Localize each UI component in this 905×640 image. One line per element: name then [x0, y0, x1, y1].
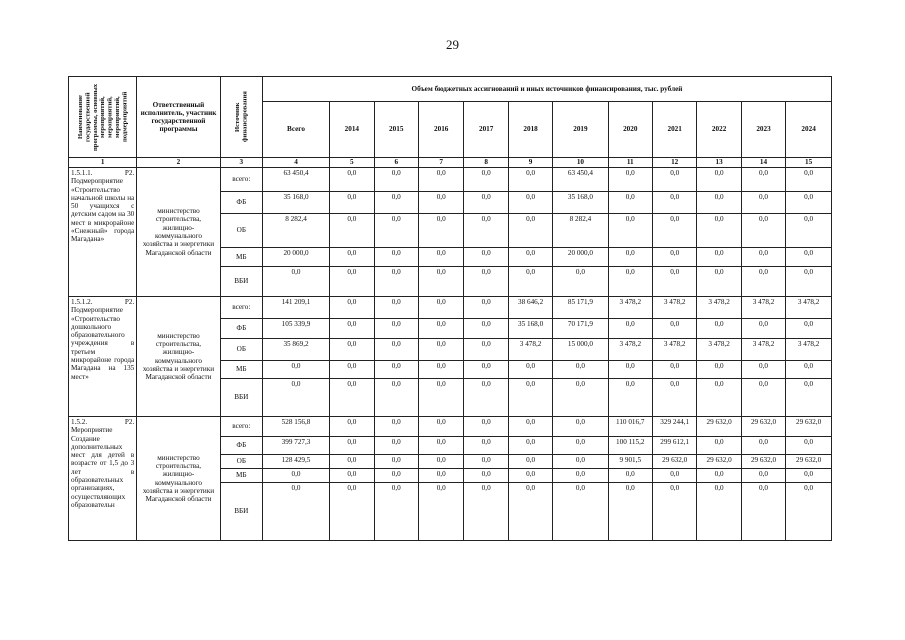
funding-value: 0,0	[697, 469, 741, 483]
funding-value: 0,0	[374, 339, 418, 361]
year-header: 2022	[697, 102, 741, 158]
funding-value: 0,0	[330, 379, 374, 417]
funding-value: 0,0	[418, 319, 464, 339]
funding-source: ФБ	[220, 319, 262, 339]
year-header: 2015	[374, 102, 418, 158]
funding-value: 0,0	[374, 214, 418, 248]
funding-value: 3 478,2	[608, 339, 652, 361]
funding-value: 0,0	[608, 168, 652, 192]
funding-source: МБ	[220, 361, 262, 379]
column-number: 15	[786, 158, 832, 168]
column-number: 6	[374, 158, 418, 168]
funding-table-wrapper	[68, 76, 832, 541]
year-header: 2024	[786, 102, 832, 158]
funding-value: 63 450,4	[262, 168, 329, 192]
funding-value: 0,0	[652, 192, 696, 214]
funding-value: 0,0	[553, 455, 608, 469]
table-row	[69, 168, 832, 192]
funding-source: всего:	[220, 417, 262, 437]
funding-value: 0,0	[786, 168, 832, 192]
column-number: 8	[464, 158, 508, 168]
funding-source: всего:	[220, 297, 262, 319]
funding-value: 0,0	[553, 267, 608, 297]
responsible-executor: министерство строительства, жилищно-коммунального хозяйства и энергетики Магаданской области	[137, 168, 220, 297]
header-name	[69, 77, 137, 158]
funding-value: 0,0	[464, 267, 508, 297]
funding-value: 0,0	[652, 483, 696, 541]
funding-value: 29 632,0	[786, 455, 832, 469]
funding-value: 20 000,0	[553, 248, 608, 267]
funding-source: ФБ	[220, 192, 262, 214]
funding-value: 0,0	[262, 379, 329, 417]
funding-value: 29 632,0	[741, 417, 785, 437]
funding-value: 0,0	[553, 469, 608, 483]
funding-value: 3 478,2	[508, 339, 552, 361]
funding-value: 0,0	[418, 417, 464, 437]
funding-value: 38 646,2	[508, 297, 552, 319]
funding-value: 0,0	[741, 267, 785, 297]
funding-value: 0,0	[652, 214, 696, 248]
funding-value: 0,0	[374, 168, 418, 192]
year-header: 2017	[464, 102, 508, 158]
funding-source: ВБИ	[220, 483, 262, 541]
year-header: 2020	[608, 102, 652, 158]
funding-value: 0,0	[786, 361, 832, 379]
funding-value: 3 478,2	[786, 339, 832, 361]
funding-value: 0,0	[652, 379, 696, 417]
funding-source: ОБ	[220, 455, 262, 469]
funding-value: 0,0	[418, 361, 464, 379]
column-number: 5	[330, 158, 374, 168]
funding-value: 0,0	[418, 437, 464, 455]
funding-value: 0,0	[464, 437, 508, 455]
funding-value: 0,0	[741, 214, 785, 248]
funding-value: 0,0	[741, 483, 785, 541]
year-header: 2023	[741, 102, 785, 158]
funding-value: 0,0	[374, 319, 418, 339]
funding-value: 0,0	[330, 192, 374, 214]
funding-value: 0,0	[374, 297, 418, 319]
funding-value: 0,0	[786, 437, 832, 455]
funding-value: 299 612,1	[652, 437, 696, 455]
activity-name-text: 1.5.1.2. Р2. Подмероприятие «Строительство дошкольного образовательного учреждения в третьем микрорайоне города Магадана на 135 мест»	[71, 298, 135, 381]
funding-value: 0,0	[418, 379, 464, 417]
column-number: 2	[137, 158, 220, 168]
activity-name	[69, 417, 137, 541]
funding-value: 29 632,0	[697, 417, 741, 437]
column-number: 4	[262, 158, 329, 168]
activity-name	[69, 297, 137, 417]
funding-source: МБ	[220, 469, 262, 483]
funding-value: 0,0	[697, 361, 741, 379]
funding-value: 0,0	[786, 483, 832, 541]
funding-source: ВБИ	[220, 267, 262, 297]
funding-value: 0,0	[330, 339, 374, 361]
activity-name-text: 1.5.2. Р2. Мероприятие Создание дополнительных мест для детей в возрасте от 1,5 до 3 лет в образовательных организациях, осуществляющих образовательн	[71, 418, 135, 509]
funding-value: 35 168,0	[553, 192, 608, 214]
funding-value: 15 000,0	[553, 339, 608, 361]
funding-value: 0,0	[418, 339, 464, 361]
funding-value: 0,0	[330, 319, 374, 339]
funding-value: 0,0	[553, 437, 608, 455]
funding-value: 0,0	[374, 379, 418, 417]
funding-value: 0,0	[608, 379, 652, 417]
funding-value: 0,0	[374, 483, 418, 541]
funding-value: 0,0	[741, 379, 785, 417]
funding-value: 3 478,2	[741, 339, 785, 361]
year-header: 2016	[418, 102, 464, 158]
funding-value: 35 168,0	[262, 192, 329, 214]
funding-source: ВБИ	[220, 379, 262, 417]
funding-value: 0,0	[374, 437, 418, 455]
funding-value: 0,0	[418, 455, 464, 469]
funding-value: 0,0	[374, 248, 418, 267]
funding-value: 0,0	[464, 469, 508, 483]
header-executor: Ответственный исполнитель, участник государственной программы	[137, 77, 220, 158]
year-header: 2021	[652, 102, 696, 158]
funding-value: 0,0	[508, 483, 552, 541]
column-number: 11	[608, 158, 652, 168]
column-number: 13	[697, 158, 741, 168]
funding-value: 3 478,2	[697, 297, 741, 319]
funding-value: 0,0	[330, 469, 374, 483]
funding-value: 0,0	[464, 248, 508, 267]
funding-value: 0,0	[608, 319, 652, 339]
header-name-text: Наименование государственной программы, основных мероприятий, мероприятий, мероприятий, подмероприятий	[76, 83, 129, 151]
funding-value: 8 282,4	[553, 214, 608, 248]
funding-value: 0,0	[330, 297, 374, 319]
column-number: 3	[220, 158, 262, 168]
funding-value: 0,0	[464, 361, 508, 379]
funding-value: 0,0	[786, 469, 832, 483]
funding-value: 100 115,2	[608, 437, 652, 455]
funding-value: 0,0	[508, 248, 552, 267]
funding-value: 0,0	[608, 361, 652, 379]
funding-value: 0,0	[464, 297, 508, 319]
funding-value: 0,0	[418, 214, 464, 248]
column-number-row	[69, 158, 832, 168]
funding-value: 3 478,2	[786, 297, 832, 319]
funding-value: 0,0	[330, 248, 374, 267]
column-number: 1	[69, 158, 137, 168]
funding-value: 0,0	[418, 469, 464, 483]
funding-value: 0,0	[697, 214, 741, 248]
funding-value: 0,0	[464, 483, 508, 541]
funding-value: 0,0	[553, 379, 608, 417]
funding-value: 0,0	[418, 267, 464, 297]
funding-value: 85 171,9	[553, 297, 608, 319]
funding-value: 0,0	[508, 455, 552, 469]
funding-value: 0,0	[330, 483, 374, 541]
funding-value: 0,0	[608, 214, 652, 248]
funding-value: 0,0	[741, 319, 785, 339]
funding-value: 0,0	[553, 417, 608, 437]
table-row	[69, 297, 832, 319]
funding-value: 141 209,1	[262, 297, 329, 319]
funding-value: 3 478,2	[652, 339, 696, 361]
funding-value: 0,0	[652, 248, 696, 267]
funding-value: 0,0	[741, 192, 785, 214]
activity-name-text: 1.5.1.1. Р2. Подмероприятие «Строительство начальной школы на 50 учащихся с детским садом на 30 мест в микрорайоне «Снежный» города Магадана»	[71, 169, 135, 244]
funding-value: 0,0	[330, 168, 374, 192]
funding-value: 0,0	[330, 437, 374, 455]
column-number: 9	[508, 158, 552, 168]
funding-value: 0,0	[464, 192, 508, 214]
funding-value: 70 171,9	[553, 319, 608, 339]
header-source	[220, 77, 262, 158]
funding-value: 0,0	[418, 297, 464, 319]
funding-value: 0,0	[330, 267, 374, 297]
funding-value: 0,0	[608, 248, 652, 267]
funding-value: 29 632,0	[741, 455, 785, 469]
funding-value: 8 282,4	[262, 214, 329, 248]
funding-value: 3 478,2	[652, 297, 696, 319]
funding-value: 0,0	[330, 455, 374, 469]
funding-value: 0,0	[464, 319, 508, 339]
funding-value: 0,0	[374, 267, 418, 297]
funding-value: 3 478,2	[741, 297, 785, 319]
funding-source: ОБ	[220, 214, 262, 248]
column-number: 7	[418, 158, 464, 168]
funding-value: 9 901,5	[608, 455, 652, 469]
year-header: 2014	[330, 102, 374, 158]
table-row	[69, 417, 832, 437]
funding-value: 0,0	[374, 192, 418, 214]
funding-source: МБ	[220, 248, 262, 267]
funding-value: 0,0	[608, 267, 652, 297]
funding-value: 29 632,0	[652, 455, 696, 469]
funding-value: 0,0	[608, 483, 652, 541]
funding-value: 0,0	[786, 319, 832, 339]
funding-value: 0,0	[697, 483, 741, 541]
funding-value: 110 016,7	[608, 417, 652, 437]
funding-value: 0,0	[553, 361, 608, 379]
funding-value: 0,0	[508, 168, 552, 192]
activity-name	[69, 168, 137, 297]
funding-value: 0,0	[464, 417, 508, 437]
funding-value: 0,0	[608, 469, 652, 483]
funding-value: 29 632,0	[786, 417, 832, 437]
funding-value: 0,0	[786, 248, 832, 267]
funding-value: 0,0	[262, 469, 329, 483]
funding-value: 0,0	[330, 214, 374, 248]
funding-value: 0,0	[741, 361, 785, 379]
funding-value: 0,0	[652, 267, 696, 297]
funding-value: 0,0	[697, 319, 741, 339]
funding-value: 0,0	[262, 267, 329, 297]
funding-value: 0,0	[418, 483, 464, 541]
funding-value: 0,0	[741, 437, 785, 455]
funding-value: 0,0	[330, 361, 374, 379]
year-header: 2018	[508, 102, 552, 158]
funding-value: 0,0	[553, 483, 608, 541]
funding-value: 0,0	[697, 267, 741, 297]
funding-value: 0,0	[786, 214, 832, 248]
funding-value: 0,0	[697, 192, 741, 214]
funding-value: 3 478,2	[608, 297, 652, 319]
funding-value: 63 450,4	[553, 168, 608, 192]
funding-source: ОБ	[220, 339, 262, 361]
column-number: 12	[652, 158, 696, 168]
column-number: 10	[553, 158, 608, 168]
funding-value: 20 000,0	[262, 248, 329, 267]
table-body	[69, 158, 832, 541]
funding-value: 0,0	[741, 469, 785, 483]
funding-source: ФБ	[220, 437, 262, 455]
funding-value: 0,0	[508, 214, 552, 248]
header-source-text: Источник финансирования	[233, 91, 249, 143]
column-number: 14	[741, 158, 785, 168]
funding-value: 0,0	[786, 267, 832, 297]
funding-value: 0,0	[652, 319, 696, 339]
funding-value: 0,0	[374, 469, 418, 483]
funding-value: 0,0	[786, 379, 832, 417]
funding-value: 399 727,3	[262, 437, 329, 455]
funding-value: 0,0	[508, 192, 552, 214]
header-funding: Объем бюджетных ассигнований и иных источников финансирования, тыс. рублей	[262, 77, 831, 102]
year-header: Всего	[262, 102, 329, 158]
funding-value: 0,0	[608, 192, 652, 214]
funding-value: 0,0	[418, 168, 464, 192]
funding-value: 0,0	[374, 417, 418, 437]
funding-value: 0,0	[464, 339, 508, 361]
funding-value: 0,0	[464, 168, 508, 192]
funding-value: 0,0	[508, 469, 552, 483]
responsible-executor: министерство строительства, жилищно-коммунального хозяйства и энергетики Магаданской области	[137, 417, 220, 541]
funding-value: 0,0	[652, 361, 696, 379]
funding-value: 0,0	[697, 168, 741, 192]
funding-value: 0,0	[374, 361, 418, 379]
funding-value: 3 478,2	[697, 339, 741, 361]
funding-value: 0,0	[652, 168, 696, 192]
funding-value: 0,0	[330, 417, 374, 437]
page-number: 29	[446, 37, 459, 52]
responsible-executor: министерство строительства, жилищно-коммунального хозяйства и энергетики Магаданской области	[137, 297, 220, 417]
funding-value: 0,0	[464, 214, 508, 248]
funding-value: 0,0	[652, 469, 696, 483]
funding-value: 35 168,0	[508, 319, 552, 339]
funding-value: 0,0	[508, 417, 552, 437]
funding-value: 0,0	[697, 248, 741, 267]
funding-value: 329 244,1	[652, 417, 696, 437]
funding-value: 0,0	[418, 192, 464, 214]
funding-value: 528 156,8	[262, 417, 329, 437]
funding-value: 29 632,0	[697, 455, 741, 469]
funding-value: 0,0	[374, 455, 418, 469]
funding-value: 0,0	[786, 192, 832, 214]
funding-value: 0,0	[741, 248, 785, 267]
funding-value: 0,0	[508, 379, 552, 417]
funding-value: 0,0	[697, 437, 741, 455]
funding-value: 0,0	[262, 483, 329, 541]
funding-value: 0,0	[418, 248, 464, 267]
funding-value: 0,0	[464, 455, 508, 469]
funding-value: 35 869,2	[262, 339, 329, 361]
funding-value: 0,0	[262, 361, 329, 379]
funding-value: 0,0	[508, 437, 552, 455]
funding-table	[68, 76, 832, 541]
year-header: 2019	[553, 102, 608, 158]
funding-value: 0,0	[508, 267, 552, 297]
funding-value: 0,0	[697, 379, 741, 417]
funding-value: 0,0	[464, 379, 508, 417]
funding-value: 128 429,5	[262, 455, 329, 469]
funding-source: всего:	[220, 168, 262, 192]
funding-value: 0,0	[741, 168, 785, 192]
funding-value: 105 339,9	[262, 319, 329, 339]
funding-value: 0,0	[508, 361, 552, 379]
